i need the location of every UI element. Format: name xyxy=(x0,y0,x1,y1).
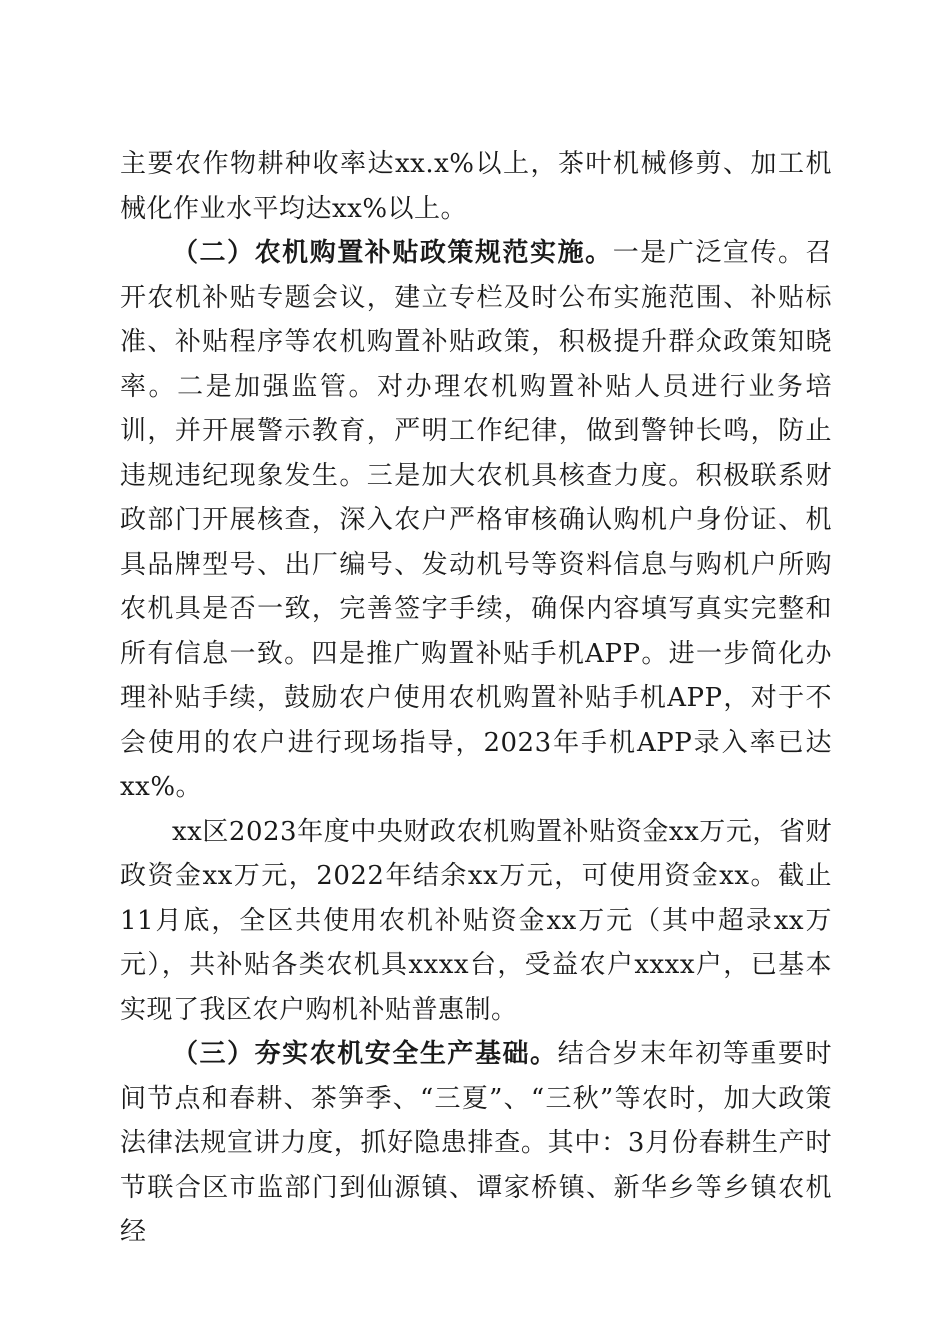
document-body xyxy=(120,142,832,1255)
paragraph-subsidy-funds xyxy=(120,810,832,1033)
paragraph-safety-production xyxy=(120,1032,832,1255)
section-heading-2: （二）农机购置补贴政策规范实施。 xyxy=(172,238,613,268)
paragraph-continuation xyxy=(120,142,832,231)
paragraph-text: 一是广泛宣传。召开农机补贴专题会议，建立专栏及时公布实施范围、补贴标准、补贴程序等农机购置补贴政策，积极提升群众政策知晓率。二是加强监管。对办理农机购置补贴人员进行业务培训，并开展警示教育，严明工作纪律，做到警钟长鸣，防止违规违纪现象发生。三是加大农机具核查力度。积极联系财政部门开展核查，深入农户严格审核确认购机户身份证、机具品牌型号、出厂编号、发动机号等资料信息与购机户所购农机具是否一致，完善签字手续，确保内容填写真实完整和所有信息一致。四是推广购置补贴手机APP。进一步简化办理补贴手续，鼓励农户使用农机购置补贴手机APP，对于不会使用的农户进行现场指导，2023年手机APP录入率已达xx%。 xyxy=(120,238,832,802)
paragraph-text: 主要农作物耕种收率达xx.x%以上，茶叶机械修剪、加工机械化作业水平均达xx%以上。 xyxy=(120,149,832,224)
paragraph-text: xx区2023年度中央财政农机购置补贴资金xx万元，省财政资金xx万元，2022年结余xx万元，可使用资金xx。截止11月底，全区共使用农机补贴资金xx万元（其中超录xx万元），共补贴各类农机具xxxx台，受益农户xxxx户，已基本实现了我区农户购机补贴普惠制。 xyxy=(120,816,832,1025)
paragraph-subsidy-policy xyxy=(120,231,832,810)
paragraph-text: 结合岁末年初等重要时间节点和春耕、茶笋季、“三夏”、“三秋”等农时，加大政策法律法规宣讲力度，抓好隐患排查。其中：3月份春耕生产时节联合区市监部门到仙源镇、谭家桥镇、新华乡等乡镇农机经 xyxy=(120,1039,832,1247)
section-heading-3: （三）夯实农机安全生产基础。 xyxy=(172,1039,558,1069)
